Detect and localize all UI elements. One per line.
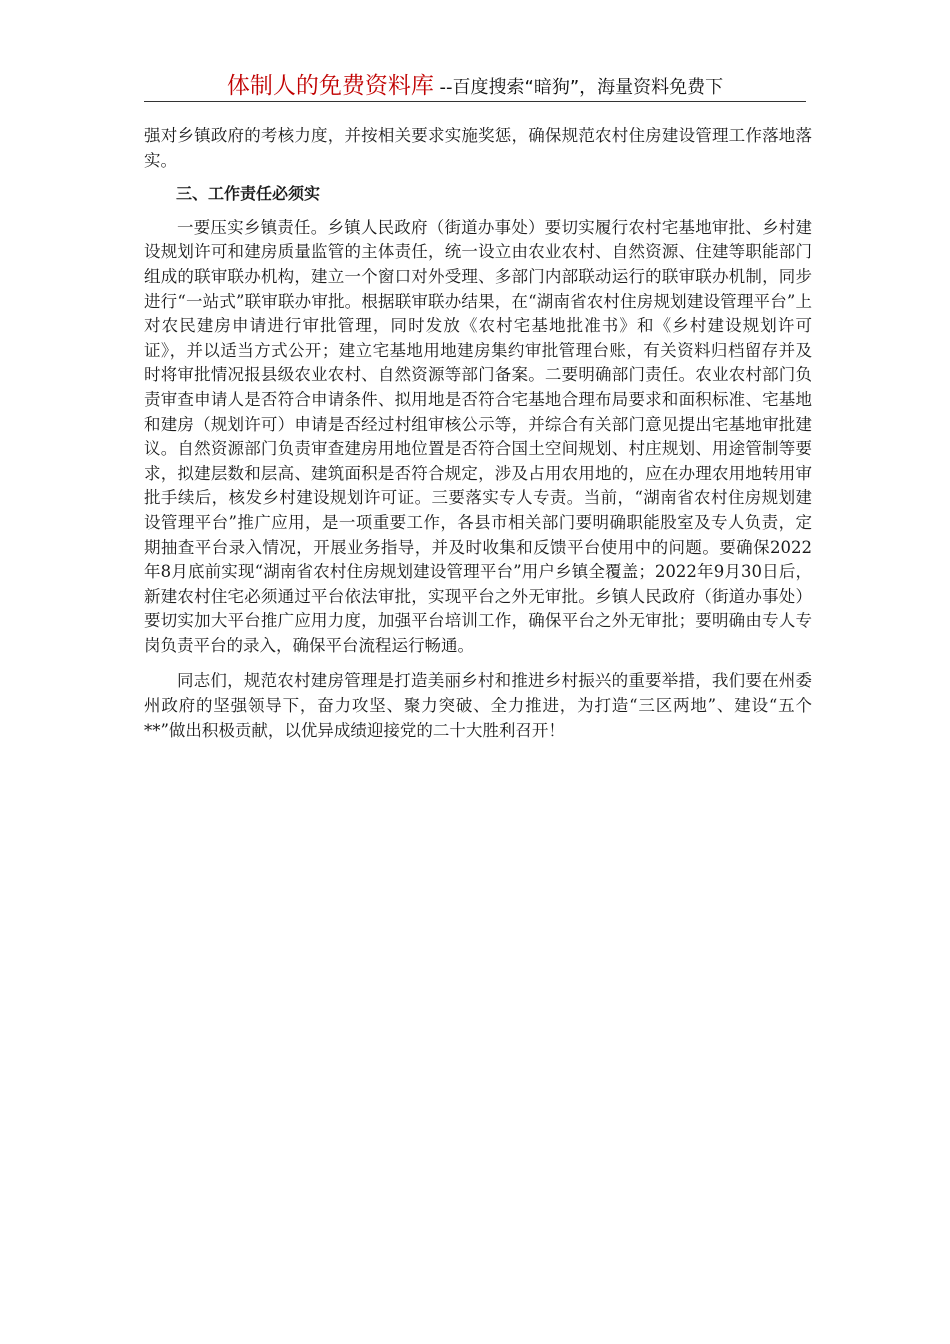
paragraph-closing: 同志们，规范农村建房管理是打造美丽乡村和推进乡村振兴的重要举措，我们要在州委州政府的坚强领导下，奋力攻坚、聚力突破、全力推进，为打造“三区两地”、建设“五个**”做出积极贡献，以优异成绩迎接党的二十大胜利召开！ <box>144 671 812 740</box>
section-heading: 三、工作责任必须实 <box>176 184 321 204</box>
page-header <box>144 70 806 102</box>
document-body <box>144 124 812 743</box>
header-brand: 体制人的免费资料库 <box>226 73 434 99</box>
paragraph-responsibilities: 一要压实乡镇责任。乡镇人民政府（街道办事处）要切实履行农村宅基地审批、乡村建设规划许可和建房质量监管的主体责任，统一设立由农业农村、自然资源、住建等职能部门组成的联审联办机构，建立一个窗口对外受理、多部门内部联动运行的联审联办机制，同步进行“一站式”联审联办审批。根据联审联办结果，在“湖南省农村住房规划建设管理平台”上对农民建房申请进行审批管理，同时发放《农村宅基地批准书》和《乡村建设规划许可证》，并以适当方式公开；建立宅基地用地建房集约审批管理台账，有关资料归档留存并及时将审批情况报县级农业农村、自然资源等部门备案。二要明确部门责任。农业农村部门负责审查申请人是否符合申请条件、拟用地是否符合宅基地合理布局要求和面积标准、宅基地和建房（规划许可）申请是否经过村组审核公示等，并综合有关部门意见提出宅基地审批建议。自然资源部门负责审查建房用地位置是否符合国土空间规划、村庄规划、用途管制等要求，拟建层数和层高、建筑面积是否符合规定，涉及占用农用地的，应在办理农用地转用审批手续后，核发乡村建设规划许可证。三要落实专人专责。当前，“湖南省农村住房规划建设管理平台”推广应用，是一项重要工作，各县市相关部门要明确职能股室及专人负责，定期抽查平台录入情况，开展业务指导，并及时收集和反馈平台使用中的问题。要确保2022年8月底前实现“湖南省农村住房规划建设管理平台”用户乡镇全覆盖；2022年9月30日后，新建农村住宅必须通过平台依法审批，实现平台之外无审批。乡镇人民政府（街道办事处）要切实加大平台推广应用力度，加强平台培训工作，确保平台之外无审批；要明确由专人专岗负责平台的录入，确保平台流程运行畅通。 <box>144 217 812 655</box>
header-tagline: --百度搜索“暗狗”，海量资料免费下 <box>433 77 724 98</box>
paragraph-continuation: 强对乡镇政府的考核力度，并按相关要求实施奖惩，确保规范农村住房建设管理工作落地落实。 <box>144 126 812 170</box>
header-divider <box>144 101 806 102</box>
